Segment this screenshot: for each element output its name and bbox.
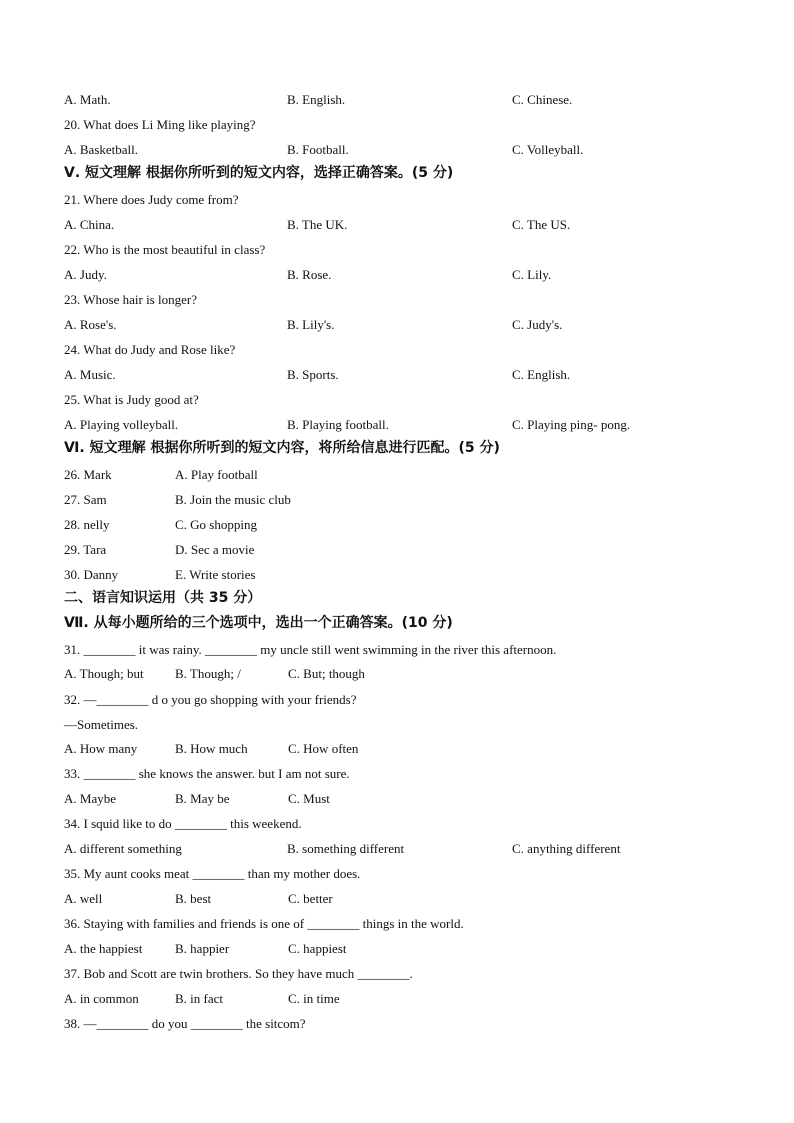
option-b: B. May be [175, 791, 230, 806]
option-b: B. Sports. [287, 367, 339, 382]
section-6-heading: Ⅵ. 短文理解 根据你所听到的短文内容，将所给信息进行匹配。(5 分) [64, 440, 500, 456]
question-stem: 20. What does Li Ming like playing? [64, 117, 256, 132]
question-stem: 22. Who is the most beautiful in class? [64, 242, 266, 257]
option-b: B. best [175, 891, 212, 906]
match-option: D. Sec a movie [175, 542, 255, 557]
option-a: A. Playing volleyball. [64, 417, 179, 432]
option-b: B. The UK. [287, 217, 348, 232]
option-c: C. Chinese. [512, 92, 573, 107]
question-stem: 31. ________ it was rainy. ________ my uncle still went swimming in the river this afternoon. [64, 642, 557, 657]
option-c: C. The US. [512, 217, 571, 232]
option-c: C. English. [512, 367, 571, 382]
section-5-heading: Ⅴ. 短文理解 根据你所听到的短文内容，选择正确答案。(5 分) [64, 165, 454, 181]
match-name: 29. Tara [64, 542, 107, 557]
option-a: A. well [64, 891, 103, 906]
option-a: A. Maybe [64, 791, 116, 806]
match-option: E. Write stories [175, 567, 256, 582]
option-c: C. happiest [288, 941, 347, 956]
option-c: C. better [288, 891, 333, 906]
option-b: B. Playing football. [287, 417, 389, 432]
option-b: B. English. [287, 92, 346, 107]
match-name: 30. Danny [64, 567, 119, 582]
section-7-heading: Ⅶ. 从每小题所给的三个选项中，选出一个正确答案。(10 分) [64, 615, 453, 631]
question-stem: 37. Bob and Scott are twin brothers. So they have much ________. [64, 966, 413, 981]
match-name: 26. Mark [64, 467, 112, 482]
question-stem: 21. Where does Judy come from? [64, 192, 239, 207]
option-a: A. different something [64, 841, 182, 856]
option-c: C. Lily. [512, 267, 552, 282]
option-a: A. China. [64, 217, 115, 232]
match-name: 28. nelly [64, 517, 110, 532]
question-stem: 23. Whose hair is longer? [64, 292, 197, 307]
question-stem: 24. What do Judy and Rose like? [64, 342, 236, 357]
option-c: C. in time [288, 991, 340, 1006]
option-b: B. Rose. [287, 267, 332, 282]
match-option: B. Join the music club [175, 492, 291, 507]
option-a: A. the happiest [64, 941, 143, 956]
option-a: A. Though; but [64, 666, 144, 681]
option-c: C. But; though [288, 666, 365, 681]
question-stem: 25. What is Judy good at? [64, 392, 199, 407]
match-option: C. Go shopping [175, 517, 257, 532]
dialogue-reply: —Sometimes. [64, 717, 139, 732]
option-b: B. Football. [287, 142, 349, 157]
option-b: B. How much [175, 741, 248, 756]
option-a: A. Rose's. [64, 317, 117, 332]
option-b: B. happier [175, 941, 230, 956]
option-a: A. Judy. [64, 267, 107, 282]
option-c: C. How often [288, 741, 359, 756]
option-b: B. Lily's. [287, 317, 335, 332]
option-a: A. in common [64, 991, 139, 1006]
option-a: A. Math. [64, 92, 111, 107]
question-stem: 36. Staying with families and friends is one of ________ things in the world. [64, 916, 464, 931]
option-a: A. Music. [64, 367, 116, 382]
option-a: A. How many [64, 741, 138, 756]
question-stem: 33. ________ she knows the answer. but I am not sure. [64, 766, 350, 781]
option-a: A. Basketball. [64, 142, 139, 157]
option-c: C. Must [288, 791, 330, 806]
option-c: C. Playing ping- pong. [512, 417, 631, 432]
part-2-heading: 二、语言知识运用（共 35 分） [64, 590, 262, 606]
option-c: C. Judy's. [512, 317, 563, 332]
match-option: A. Play football [175, 467, 258, 482]
question-stem: 38. —________ do you ________ the sitcom? [64, 1016, 306, 1031]
option-b: B. in fact [175, 991, 224, 1006]
question-stem: 34. I squid like to do ________ this weekend. [64, 816, 302, 831]
option-b: B. something different [287, 841, 405, 856]
option-c: C. Volleyball. [512, 142, 584, 157]
match-name: 27. Sam [64, 492, 107, 507]
question-stem: 35. My aunt cooks meat ________ than my mother does. [64, 866, 361, 881]
question-stem: 32. —________ d o you go shopping with your friends? [64, 692, 357, 707]
option-b: B. Though; / [175, 666, 241, 681]
option-c: C. anything different [512, 841, 621, 856]
